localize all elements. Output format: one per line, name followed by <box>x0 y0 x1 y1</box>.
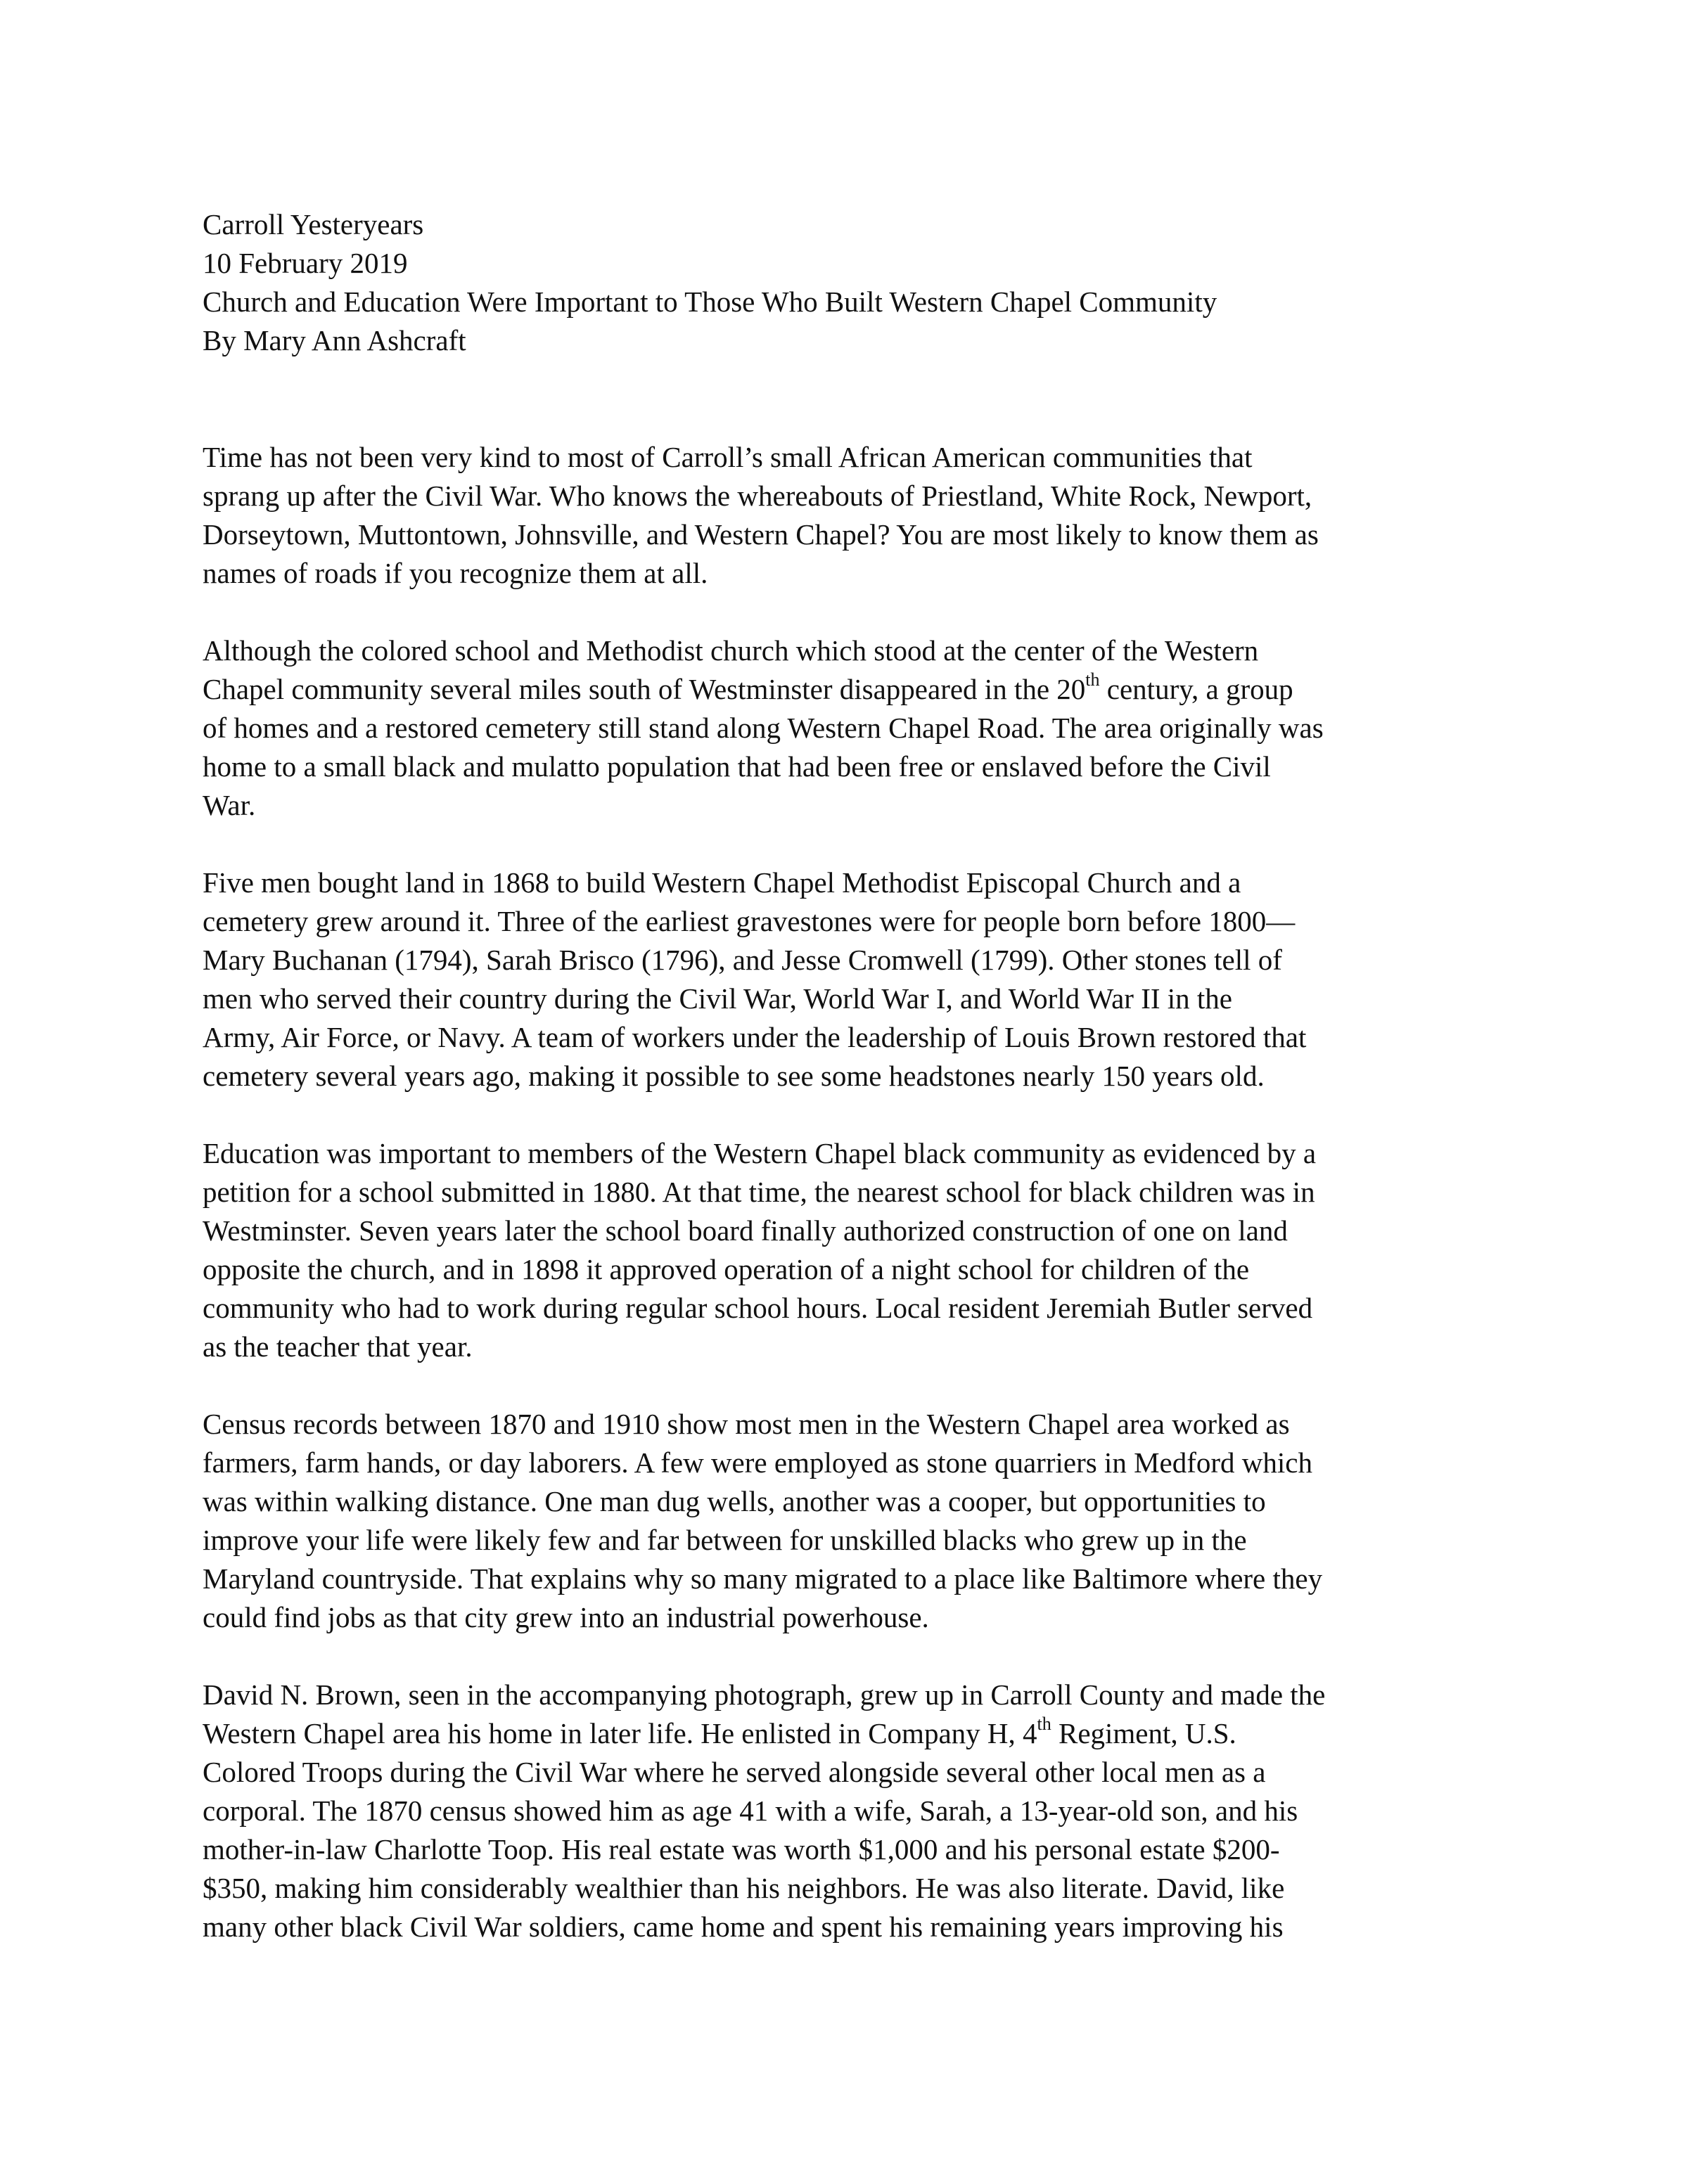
paragraph-line: farmers, farm hands, or day laborers. A few were employed as stone quarriers in Medford which <box>203 1446 1312 1479</box>
paragraph-line <box>203 1714 1525 1753</box>
paragraph-line: Dorseytown, Muttontown, Johnsville, and Western Chapel? You are most likely to know them as <box>203 518 1319 551</box>
paragraph-line: petition for a school submitted in 1880. At that time, the nearest school for black children was in <box>203 1176 1315 1208</box>
paragraph-line: Mary Buchanan (1794), Sarah Brisco (1796), and Jesse Cromwell (1799). Other stones tell of <box>203 944 1282 976</box>
superscript-ordinal: th <box>1085 669 1100 690</box>
paragraph-line: cemetery grew around it. Three of the earliest gravestones were for people born before 1800— <box>203 905 1296 937</box>
paragraph-line: Maryland countryside. That explains why so many migrated to a place like Baltimore where they <box>203 1562 1323 1595</box>
paragraph-line: many other black Civil War soldiers, came home and spent his remaining years improving his <box>203 1910 1284 1943</box>
paragraph-line: Census records between 1870 and 1910 show most men in the Western Chapel area worked as <box>203 1408 1290 1440</box>
paragraph-line: community who had to work during regular school hours. Local resident Jeremiah Butler served <box>203 1292 1313 1324</box>
paragraph-line: Five men bought land in 1868 to build Western Chapel Methodist Episcopal Church and a <box>203 866 1241 899</box>
paragraph-line: home to a small black and mulatto population that had been free or enslaved before the Civil <box>203 750 1271 783</box>
paragraph-line: Army, Air Force, or Navy. A team of workers under the leadership of Louis Brown restored that <box>203 1021 1307 1053</box>
paragraph-line: improve your life were likely few and far between for unskilled blacks who grew up in the <box>203 1524 1247 1556</box>
paragraph-line: of homes and a restored cemetery still stand along Western Chapel Road. The area originally was <box>203 712 1324 744</box>
paragraph-2 <box>203 631 1525 825</box>
article-title: Church and Education Were Important to Those Who Built Western Chapel Community <box>203 285 1217 318</box>
paragraph-3 <box>203 863 1525 1096</box>
paragraph-line: was within walking distance. One man dug wells, another was a cooper, but opportunities to <box>203 1485 1266 1517</box>
paragraph-line: Time has not been very kind to most of Carroll’s small African American communities that <box>203 441 1253 473</box>
paragraph-line: Education was important to members of the Western Chapel black community as evidenced by a <box>203 1137 1317 1169</box>
article-date: 10 February 2019 <box>203 247 408 279</box>
paragraph-line: corporal. The 1870 census showed him as age 41 with a wife, Sarah, a 13-year-old son, and his <box>203 1794 1298 1827</box>
paragraph-1 <box>203 438 1525 593</box>
paragraph-line: opposite the church, and in 1898 it approved operation of a night school for children of the <box>203 1253 1250 1285</box>
paragraph-line: sprang up after the Civil War. Who knows the whereabouts of Priestland, White Rock, Newport, <box>203 480 1312 512</box>
paragraph-line: Although the colored school and Methodist church which stood at the center of the Western <box>203 634 1259 667</box>
paragraph-line: Westminster. Seven years later the school board finally authorized construction of one on land <box>203 1214 1288 1247</box>
paragraph-line: Colored Troops during the Civil War where he served alongside several other local men as a <box>203 1756 1266 1788</box>
paragraph-line: mother-in-law Charlotte Toop. His real estate was worth $1,000 and his personal estate $200- <box>203 1833 1280 1865</box>
line-text: Regiment, U.S. <box>1051 1717 1236 1749</box>
paragraph-line <box>203 670 1525 709</box>
paragraph-6 <box>203 1676 1525 1946</box>
superscript-ordinal: th <box>1037 1714 1051 1735</box>
article-header <box>203 205 1525 360</box>
paragraph-line: names of roads if you recognize them at all. <box>203 557 708 589</box>
line-text: Western Chapel area his home in later life. He enlisted in Company H, 4 <box>203 1717 1037 1749</box>
paragraph-4 <box>203 1134 1525 1366</box>
paragraph-line: cemetery several years ago, making it possible to see some headstones nearly 150 years old. <box>203 1060 1265 1092</box>
paragraph-line: could find jobs as that city grew into an industrial powerhouse. <box>203 1601 929 1633</box>
article-body <box>203 205 1525 1985</box>
paragraph-line: $350, making him considerably wealthier than his neighbors. He was also literate. David, like <box>203 1872 1285 1904</box>
paragraph-line: War. <box>203 789 256 821</box>
paragraph-line: as the teacher that year. <box>203 1330 473 1363</box>
line-text: Chapel community several miles south of Westminster disappeared in the 20 <box>203 673 1086 705</box>
line-text: century, a group <box>1099 673 1293 705</box>
column-name: Carroll Yesteryears <box>203 208 424 240</box>
article-byline: By Mary Ann Ashcraft <box>203 324 466 356</box>
paragraph-line: David N. Brown, seen in the accompanying photograph, grew up in Carroll County and made the <box>203 1678 1326 1711</box>
paragraph-line: men who served their country during the Civil War, World War I, and World War II in the <box>203 982 1232 1015</box>
paragraph-5 <box>203 1405 1525 1637</box>
